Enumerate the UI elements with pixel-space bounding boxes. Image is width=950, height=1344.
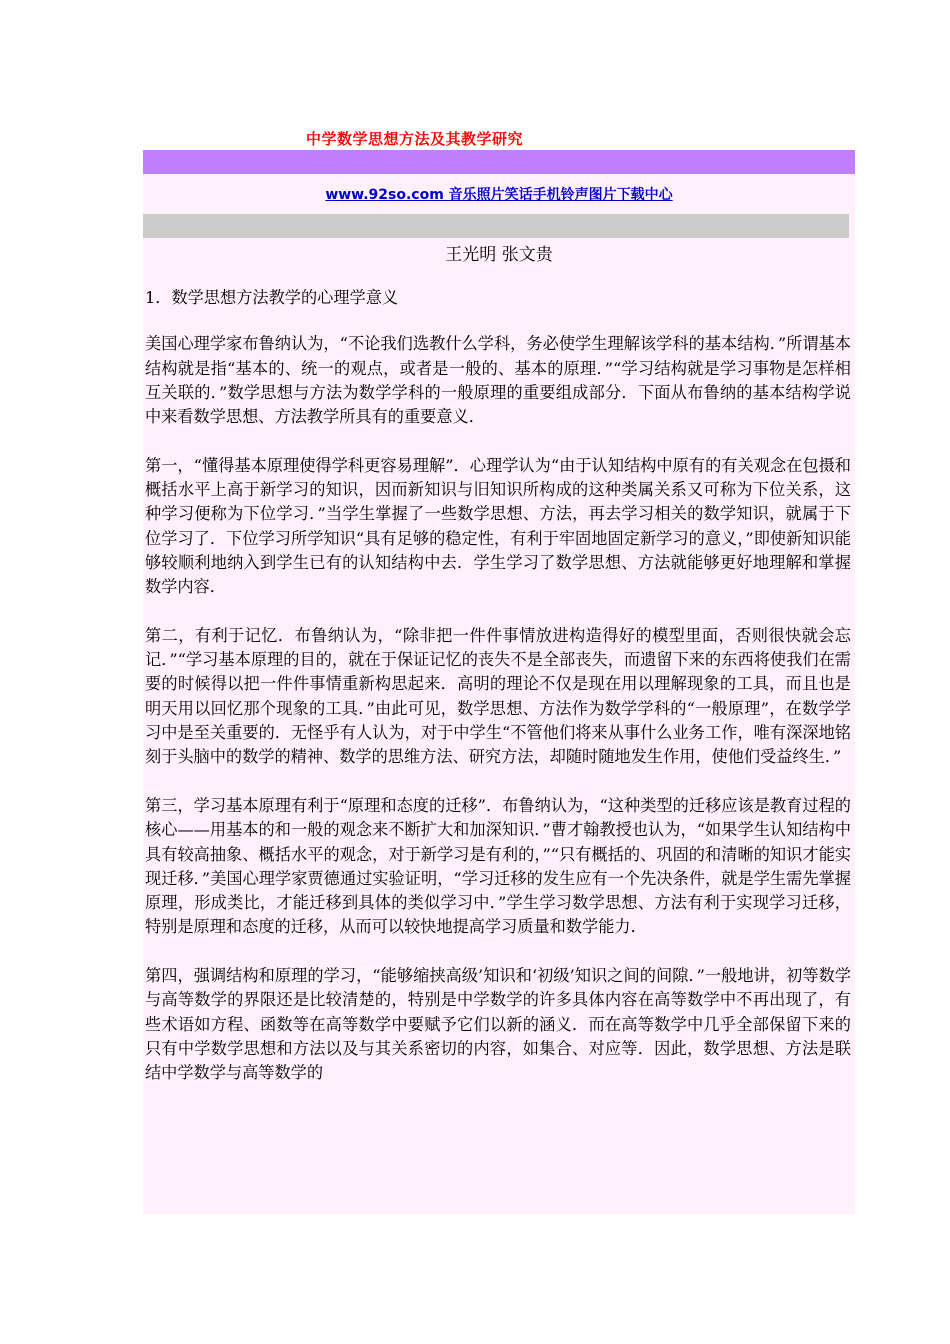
paragraph-2: 第一，“懂得基本原理使得学科更容易理解”．心理学认为“由于认知结构中原有的有关观念在包摄和概括水平上高于新学习的知识，因而新知识与旧知识所构成的这种类属关系又可称为下位关系，这种学习便称为下位学习．”当学生掌握了一些数学思想、方法，再去学习相关的数学知识，就属于下位学习了．下位学习所学知识“具有足够的稳定性，有利于牢固地固定新学习的意义，”即使新知识能够较顺利地纳入到学生已有的认知结构中去．学生学习了数学思想、方法就能够更好地理解和掌握数学内容． xyxy=(145,455,851,597)
gray-divider-bar xyxy=(143,214,849,238)
authors: 王光明 张文贵 xyxy=(445,245,553,265)
paragraph-4: 第三，学习基本原理有利于“原理和态度的迁移”．布鲁纳认为，“这种类型的迁移应该是教育过程的核心——用基本的和一般的观念来不断扩大和加深知识．”曹才翰教授也认为，“如果学生认知结构中具有较高抽象、概括水平的观念，对于新学习是有利的，”“只有概括的、巩固的和清晰的知识才能实现迁移．”美国心理学家贾德通过实验证明，“学习迁移的发生应有一个先决条件，就是学生需先掌握原理，形成类比，才能迁移到具体的类似学习中．”学生学习数学思想、方法有利于实现学习迁移，特别是原理和态度的迁移，从而可以较快地提高学习质量和数学能力． xyxy=(145,795,851,937)
article-body xyxy=(145,286,851,1110)
section-heading: 1．数学思想方法教学的心理学意义 xyxy=(145,288,399,307)
document-title: 中学数学思想方法及其教学研究 xyxy=(306,130,524,148)
content-panel xyxy=(143,174,855,1214)
paragraph-3: 第二，有利于记忆．布鲁纳认为，“除非把一件件事情放进构造得好的模型里面，否则很快就会忘记．”“学习基本原理的目的，就在于保证记忆的丧失不是全部丧失，而遗留下来的东西将使我们在需要的时候得以把一件件事情重新构思起来．高明的理论不仅是现在用以理解现象的工具，而且也是明天用以回忆那个现象的工具．”由此可见，数学思想、方法作为数学学科的“一般原理”，在数学学习中是至关重要的．无怪乎有人认为，对于中学生“不管他们将来从事什么业务工作，唯有深深地铭刻于头脑中的数学的精神、数学的思维方法、研究方法，却随时随地发生作用，使他们受益终生．” xyxy=(145,625,851,767)
paragraph-5: 第四，强调结构和原理的学习，“能够缩挟高级’知识和‘初级’知识之间的间隙．”一般地讲，初等数学与高等数学的界限还是比较清楚的，特别是中学数学的许多具体内容在高等数学中不再出现了，有些术语如方程、函数等在高等数学中要赋予它们以新的涵义．而在高等数学中几乎全部保留下来的只有中学数学思想和方法以及与其关系密切的内容，如集合、对应等．因此，数学思想、方法是联结中学数学与高等数学的 xyxy=(145,966,851,1083)
paragraph-1: 美国心理学家布鲁纳认为，“不论我们选教什么学科，务必使学生理解该学科的基本结构．”所谓基本结构就是指“基本的、统一的观点，或者是一般的、基本的原理．”“学习结构就是学习事物是怎样相互关联的．”数学思想与方法为数学学科的一般原理的重要组成部分．下面从布鲁纳的基本结构学说中来看数学思想、方法教学所具有的重要意义． xyxy=(145,334,851,427)
purple-divider-bar xyxy=(143,150,855,174)
site-link[interactable]: www.92so.com 音乐照片笑话手机铃声图片下载中心 xyxy=(325,187,673,203)
